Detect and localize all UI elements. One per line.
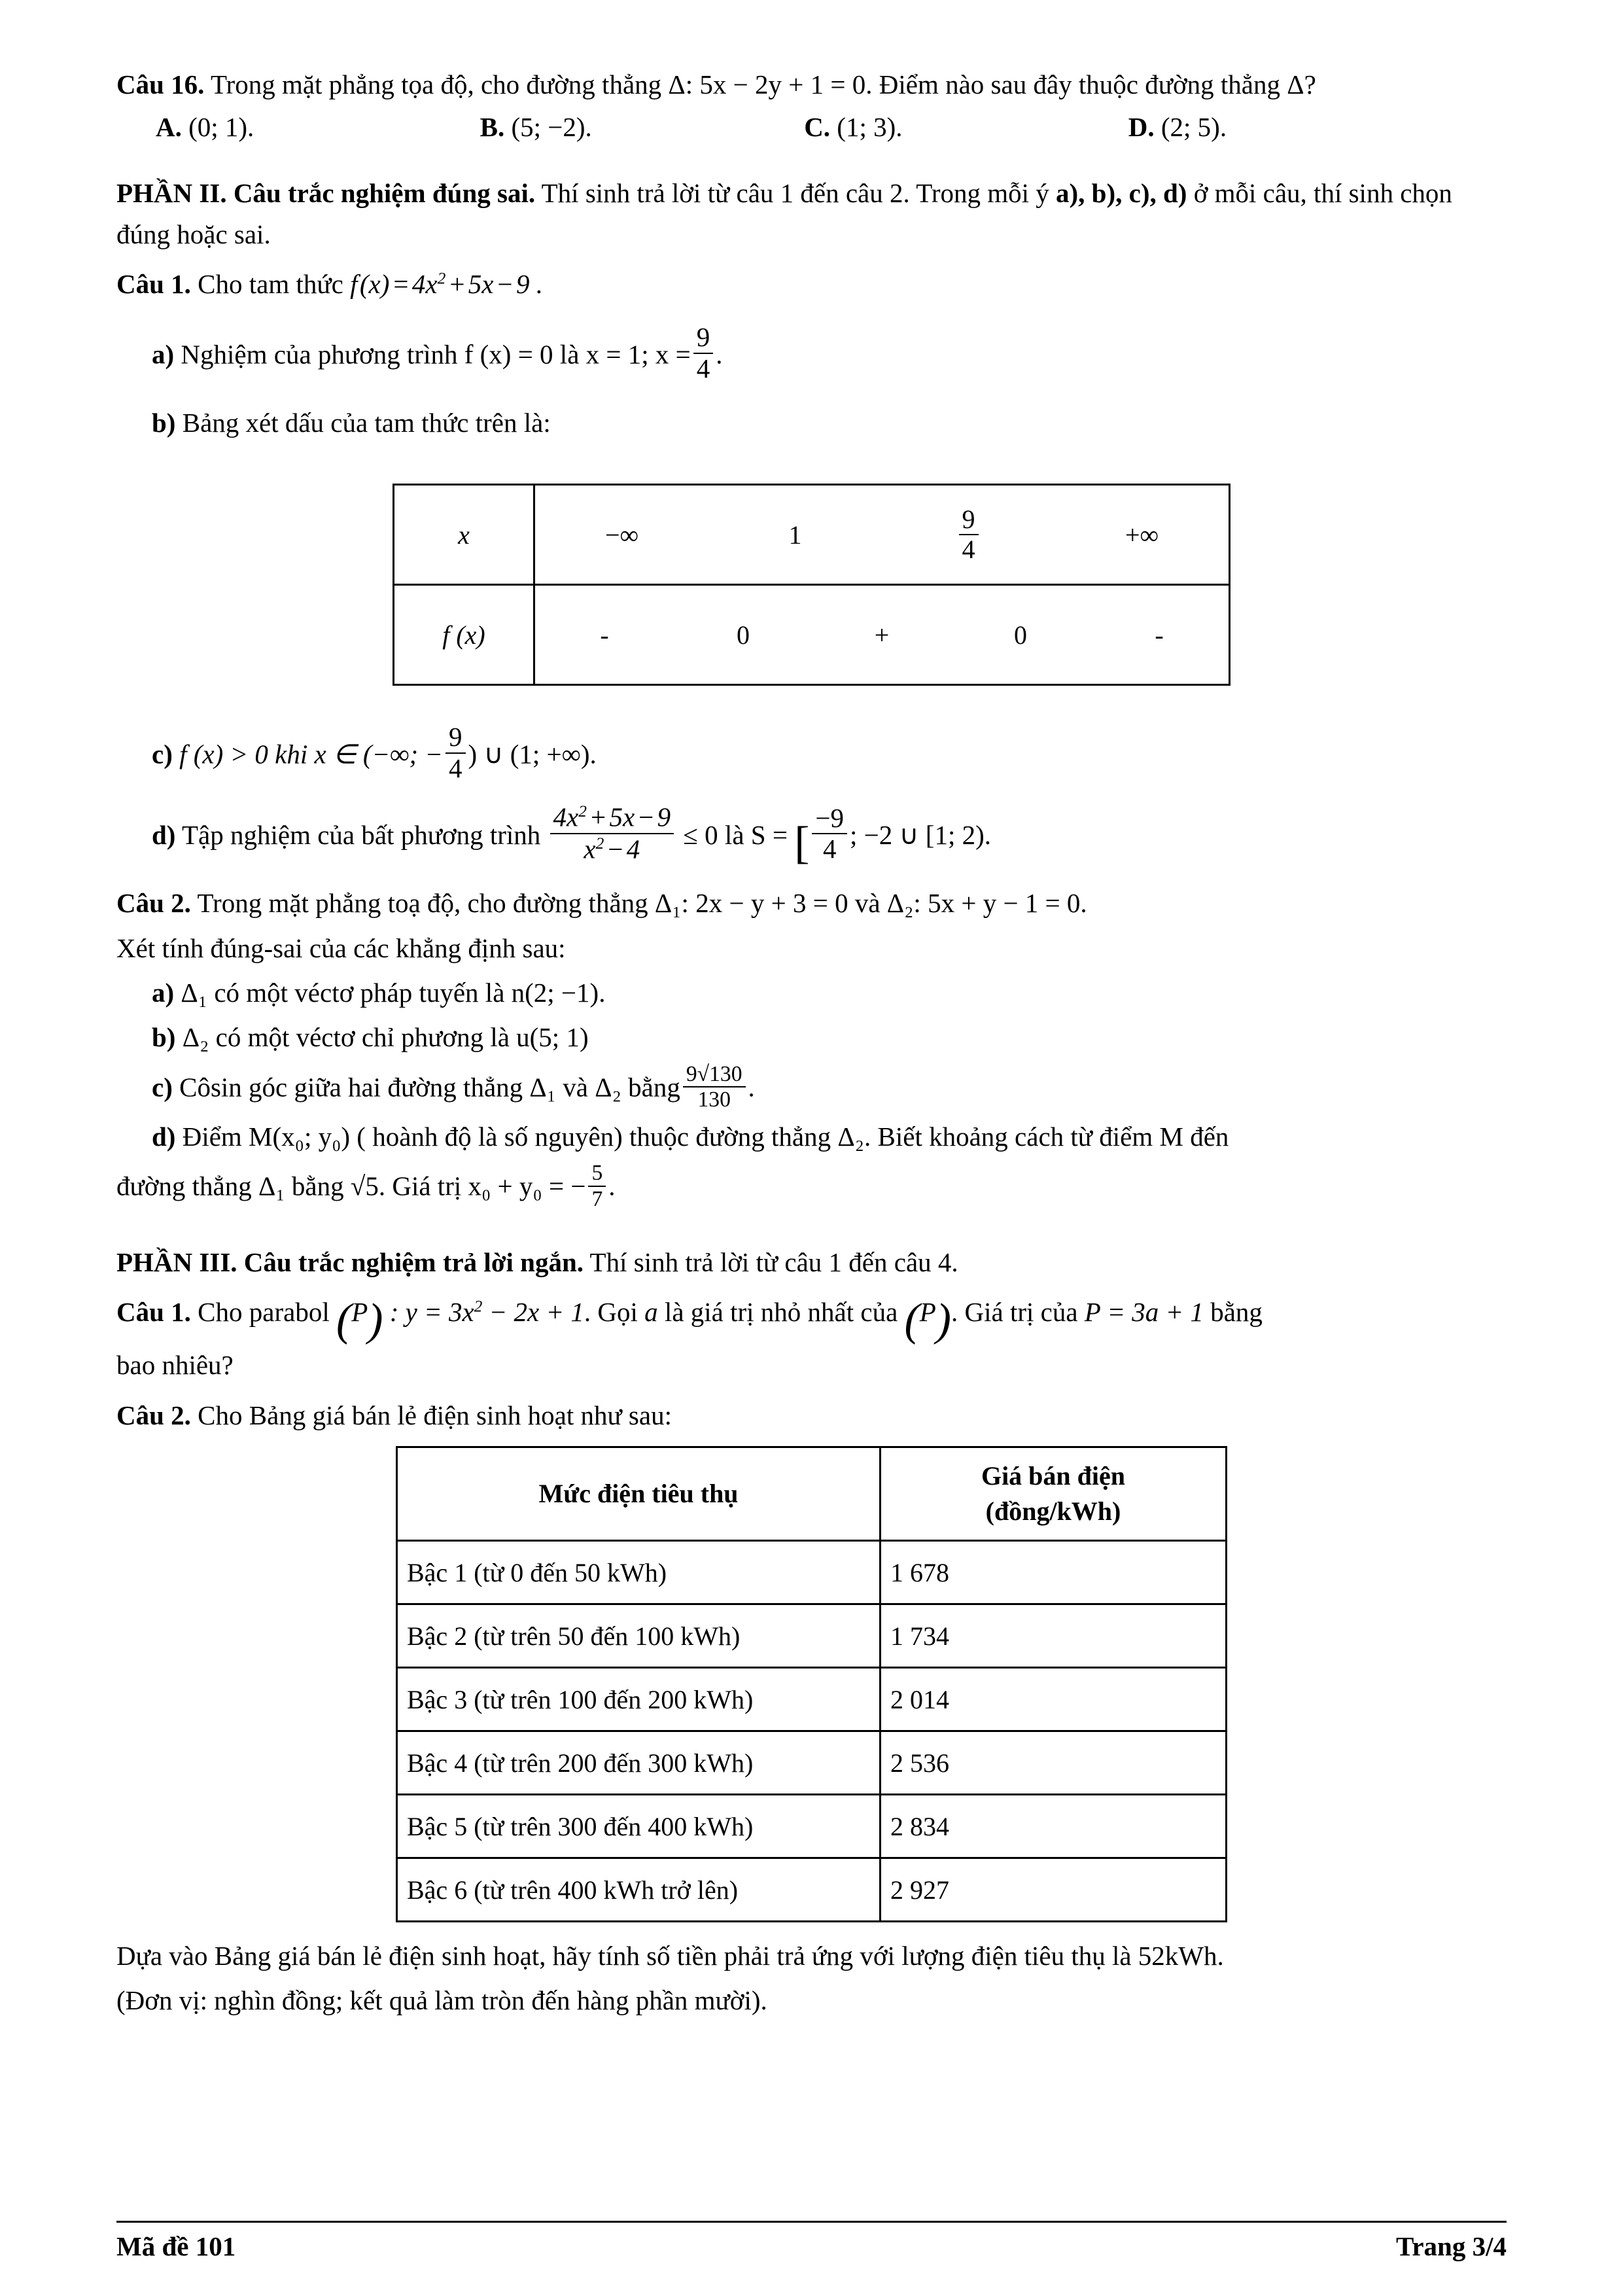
part-3-heading-bold: PHẦN III. Câu trắc nghiệm trả lời ngắn.: [116, 1246, 584, 1277]
fraction-denominator: 4: [812, 833, 847, 864]
option-a-value: (0; 1).: [188, 112, 254, 143]
price-tier-label: Bậc 1 (từ 0 đến 50 kWh): [397, 1541, 881, 1604]
option-a-key: A.: [156, 112, 182, 143]
sign-table-label-fx: f (x): [394, 585, 534, 685]
sign-x-one: 1: [788, 520, 802, 550]
part2-question-1: [116, 264, 1507, 304]
sign-x-neg-inf: −∞: [604, 520, 639, 550]
part2-q2-item-a-key: a): [152, 977, 175, 1008]
part2-q2-item-b-text: Δ₂ có một véctơ chỉ phương là u(5; 1): [182, 1022, 589, 1053]
question-16-text: Trong mặt phẳng tọa độ, cho đường thẳng Δ: 5x − 2y + 1 = 0. Điểm nào sau đây thuộc đường thẳng Δ?: [210, 69, 1316, 99]
option-c-value: (1; 3).: [837, 112, 903, 143]
part3-question-1-mid: . Gọi: [584, 1296, 638, 1327]
part2-q1-item-c-key: c): [152, 739, 173, 769]
part2-q1-item-d: [116, 802, 1507, 868]
price-table-header-consumption: Mức điện tiêu thụ: [397, 1447, 881, 1541]
price-table-wrapper: [116, 1446, 1507, 1922]
part2-q2-item-a-text: Δ₁ có một véctơ pháp tuyến là n(2; −1).: [181, 977, 606, 1008]
sign-table-label-x: x: [394, 485, 534, 585]
part2-q2-item-c-text: Côsin góc giữa hai đường thẳng Δ₁ và Δ₂ bằng: [179, 1072, 680, 1103]
part3-question-1-expr1: (P) : $y = 3x^2 - 2x + 1$: [336, 1294, 584, 1345]
part3-question-1: [116, 1292, 1507, 1345]
part2-q2-item-c-key: c): [152, 1072, 173, 1103]
part-2-heading-bold2: a), b), c), d): [1056, 178, 1187, 209]
fraction-num-value: 9: [830, 802, 845, 833]
option-d-value: (2; 5).: [1161, 112, 1227, 143]
option-d[interactable]: [1128, 111, 1453, 143]
part3-question-2-after1: Dựa vào Bảng giá bán lẻ điện sinh hoạt, hãy tính số tiền phải trả ứng với lượng điện tiêu thụ là 52kWh.: [116, 1941, 1224, 1971]
fraction-9-4-c: [445, 722, 466, 784]
part2-q1-item-c: [116, 722, 1507, 784]
part2-question-2: [116, 883, 1507, 923]
price-tier-label: Bậc 2 (từ trên 50 đến 100 kWh): [397, 1604, 881, 1668]
option-a[interactable]: [156, 111, 480, 143]
page-footer: [116, 2221, 1507, 2262]
part3-question-2-text: Cho Bảng giá bán lẻ điện sinh hoạt như sau:: [198, 1400, 672, 1430]
sign-fx-4: 0: [1014, 620, 1027, 650]
question-16-label: Câu 16.: [116, 69, 205, 99]
sign-x-nine-fourths: [882, 505, 1055, 565]
part2-q2-item-c: [116, 1062, 1507, 1112]
part3-question-1-expr2: (P): [904, 1294, 952, 1345]
fraction-9-4-a: [693, 323, 714, 384]
part2-q2-item-d-tail: .: [608, 1171, 616, 1201]
sign-fx-5: -: [1155, 620, 1164, 650]
fraction-quadratic-d: [550, 802, 674, 864]
part-2-heading-bold: PHẦN II. Câu trắc nghiệm đúng sai.: [116, 178, 536, 209]
part2-q1-item-c-text-post: ) ∪ (1; +∞).: [468, 739, 597, 769]
option-b[interactable]: [480, 111, 805, 143]
part2-q1-item-a-key: a): [152, 339, 175, 370]
part2-question-2-stem2: Xét tính đúng-sai của các khẳng định sau:: [116, 932, 566, 963]
price-tier-value: 2 834: [881, 1795, 1227, 1858]
fraction-cos-c: [683, 1062, 746, 1112]
fraction-denominator: 4: [693, 353, 714, 384]
part2-q2-item-c-tail: .: [748, 1072, 755, 1103]
part3-question-1-mid2: là giá trị nhỏ nhất của: [664, 1296, 898, 1327]
price-tier-label: Bậc 5 (từ trên 300 đến 400 kWh): [397, 1795, 881, 1858]
part3-question-1-end: bằng: [1210, 1296, 1263, 1327]
part2-q1-item-d-tail: ; −2 ∪ [1; 2).: [850, 820, 992, 851]
sign-table-row-fx: [394, 585, 1230, 685]
part2-q1-item-b-key: b): [152, 408, 176, 438]
sign-table-values-x: [534, 485, 1230, 585]
electricity-price-table: [396, 1446, 1227, 1922]
option-b-key: B.: [480, 112, 505, 143]
part3-question-2-label: Câu 2.: [116, 1400, 191, 1430]
part2-q2-item-d: [116, 1116, 1507, 1157]
part2-q1-item-a-text: Nghiệm của phương trình f (x) = 0 là x = 1; x =: [181, 339, 691, 370]
price-table-header-price: [881, 1447, 1227, 1541]
part2-q1-item-b: [116, 402, 1507, 443]
part2-question-1-stem: Cho tam thức: [198, 268, 343, 299]
sign-x-frac-num: 9: [962, 504, 975, 534]
part2-q2-item-d-text: Điểm M(x₀; y₀) ( hoành độ là số nguyên) thuộc đường thẳng Δ₂. Biết khoảng cách từ điểm M đến: [182, 1121, 1229, 1152]
fraction-numerator: $4x^2$ + 5x − 9: [553, 802, 671, 832]
fraction-5-7: [588, 1161, 606, 1211]
price-header-line2: (đồng/kWh): [985, 1496, 1121, 1527]
price-table-header-row: [397, 1447, 1227, 1541]
part2-q1-item-c-text-pre: f (x) > 0 khi x ∈ (−∞; −: [179, 739, 444, 769]
part3-question-1-pre: Cho parabol: [198, 1296, 330, 1327]
sign-fx-3: +: [874, 620, 890, 650]
part2-q1-item-d-text-pre: Tập nghiệm của bất phương trình: [181, 820, 541, 851]
part2-q2-item-d-line2-pre: đường thẳng Δ₁ bằng √5. Giá trị x₀ + y₀ = −: [116, 1171, 586, 1201]
sign-table-row-x: [394, 485, 1230, 585]
fraction-denominator: 4: [445, 752, 466, 784]
page-number: Trang 3/4: [1396, 2231, 1507, 2261]
option-c[interactable]: [804, 111, 1128, 143]
price-tier-label: Bậc 4 (từ trên 200 đến 300 kWh): [397, 1731, 881, 1795]
part2-q1-item-d-key: d): [152, 820, 176, 851]
part2-q1-item-b-text: Bảng xét dấu của tam thức trên là:: [182, 408, 551, 438]
price-tier-value: 2 014: [881, 1668, 1227, 1731]
sign-table: [393, 484, 1230, 686]
table-row: [397, 1731, 1227, 1795]
left-bracket: [: [794, 818, 810, 868]
table-row: [397, 1541, 1227, 1604]
part2-q2-item-d-line2: [116, 1161, 1507, 1211]
part3-question-1-label: Câu 1.: [116, 1296, 191, 1327]
part2-question-1-expr: f (x) = $4x^2$ + 5x − 9 .: [350, 268, 544, 299]
part-3-heading-rest: Thí sinh trả lời từ câu 1 đến câu 4.: [589, 1246, 958, 1277]
part2-question-2-stem: Trong mặt phẳng toạ độ, cho đường thẳng Δ₁: 2x − y + 3 = 0 và Δ₂: 5x + y − 1 = 0.: [197, 888, 1087, 919]
price-tier-value: 2 536: [881, 1731, 1227, 1795]
fraction-numerator: 9: [449, 722, 462, 752]
fraction-numerator: 9: [696, 322, 710, 353]
part3-question-1-mid3: . Giá trị của: [951, 1296, 1078, 1327]
option-d-key: D.: [1128, 112, 1155, 143]
sign-fx-2: 0: [737, 620, 750, 650]
option-c-key: C.: [804, 112, 831, 143]
sign-table-values-fx: [534, 585, 1230, 685]
sign-x-pos-inf: +∞: [1125, 520, 1159, 550]
part3-question-1-expr3: P = 3a + 1: [1084, 1296, 1204, 1327]
table-row: [397, 1668, 1227, 1731]
part2-q2-item-d-key: d): [152, 1121, 176, 1152]
part2-q2-item-b: [116, 1017, 1507, 1057]
fraction-numerator: 9√130: [686, 1061, 742, 1086]
fraction-denominator: 7: [588, 1186, 606, 1212]
part2-q2-item-a: [116, 972, 1507, 1013]
part2-q2-item-b-key: b): [152, 1022, 176, 1053]
sign-x-frac-den: 4: [959, 534, 979, 565]
part-2-heading-rest2: ở mỗi câu, thí sinh chọn đúng hoặc sai.: [116, 178, 1452, 249]
part2-q1-item-a: [116, 323, 1507, 384]
price-tier-value: 2 927: [881, 1858, 1227, 1922]
price-header-line1: Giá bán điện: [981, 1461, 1126, 1491]
part-3-heading: [116, 1242, 1507, 1282]
part3-question-1-line2: bao nhiêu?: [116, 1350, 234, 1381]
price-tier-value: 1 678: [881, 1541, 1227, 1604]
fraction-denominator: $x^2$ − 4: [550, 833, 674, 865]
part2-question-1-label: Câu 1.: [116, 268, 191, 299]
part3-question-1-a-symbol: a: [644, 1296, 658, 1327]
part-2-heading: [116, 173, 1507, 255]
price-tier-label: Bậc 3 (từ trên 100 đến 200 kWh): [397, 1668, 881, 1731]
fraction-numerator: −9: [815, 802, 845, 833]
fraction-denominator: 130: [683, 1086, 746, 1112]
table-row: [397, 1858, 1227, 1922]
question-16: [116, 64, 1507, 105]
part3-question-2-after2: (Đơn vị: nghìn đồng; kết quả làm tròn đến hàng phần mười).: [116, 1985, 767, 2016]
option-b-value: (5; −2).: [511, 112, 592, 143]
exam-code: Mã đề 101: [116, 2231, 236, 2261]
part3-question-2: [116, 1395, 1507, 1436]
table-row: [397, 1604, 1227, 1668]
price-tier-label: Bậc 6 (từ trên 400 kWh trở lên): [397, 1858, 881, 1922]
part2-question-2-label: Câu 2.: [116, 888, 191, 919]
table-row: [397, 1795, 1227, 1858]
question-16-options: [116, 111, 1507, 143]
part2-q1-item-a-tail: .: [716, 339, 723, 370]
sign-fx-1: -: [600, 620, 609, 650]
fraction-9-4-d: [812, 804, 847, 865]
fraction-numerator: 5: [591, 1161, 603, 1186]
sign-table-wrapper: [116, 484, 1507, 686]
part2-q1-item-d-mid: ≤ 0 là S =: [683, 820, 788, 851]
part-2-heading-rest: Thí sinh trả lời từ câu 1 đến câu 2. Trong mỗi ý: [541, 178, 1049, 209]
price-tier-value: 1 734: [881, 1604, 1227, 1668]
